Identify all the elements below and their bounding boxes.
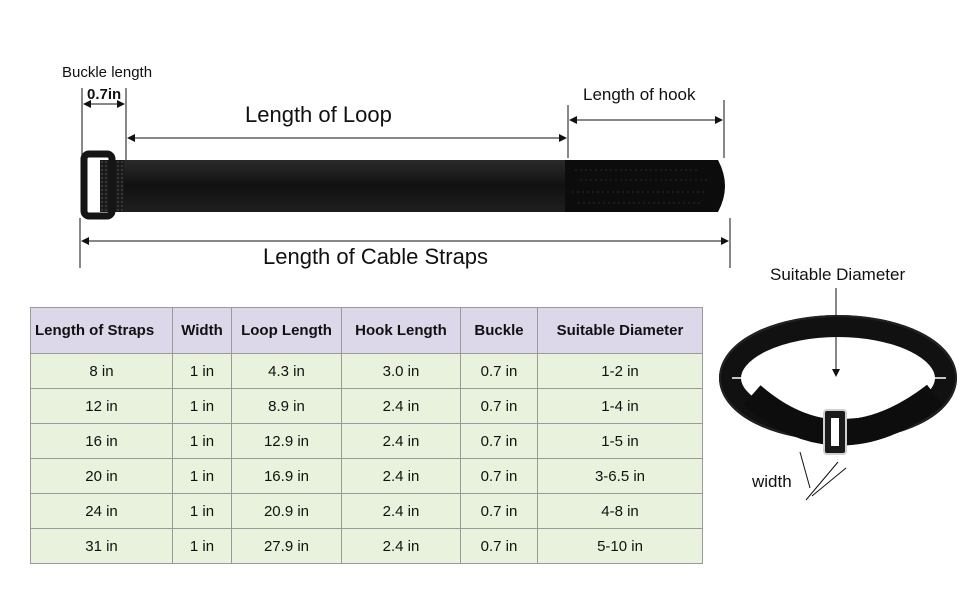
buckle-value-label: 0.7in [87, 86, 122, 103]
table-cell: 2.4 in [342, 424, 461, 459]
table-cell: 16.9 in [232, 459, 342, 494]
header-loop-length: Loop Length [232, 308, 342, 354]
spec-table [30, 307, 703, 564]
table-row [31, 354, 703, 389]
table-cell: 20 in [31, 459, 173, 494]
width-pointer-3 [800, 452, 810, 488]
table-cell: 1 in [173, 424, 232, 459]
table-cell: 0.7 in [461, 529, 538, 564]
table-cell: 1-4 in [538, 389, 703, 424]
table-cell: 12.9 in [232, 424, 342, 459]
table-cell: 1 in [173, 494, 232, 529]
length-of-cable-straps-label: Length of Cable Straps [263, 244, 489, 269]
table-cell: 0.7 in [461, 494, 538, 529]
table-cell: 24 in [31, 494, 173, 529]
length-of-loop-label: Length of Loop [245, 102, 392, 127]
header-width: Width [173, 308, 232, 354]
table-cell: 0.7 in [461, 424, 538, 459]
table-cell: 3.0 in [342, 354, 461, 389]
table-cell: 1 in [173, 529, 232, 564]
table-cell: 1-5 in [538, 424, 703, 459]
table-cell: 3-6.5 in [538, 459, 703, 494]
table-cell: 4.3 in [232, 354, 342, 389]
table-cell: 31 in [31, 529, 173, 564]
table-cell: 8 in [31, 354, 173, 389]
table-header-row [31, 308, 703, 354]
table-row [31, 494, 703, 529]
table-cell: 5-10 in [538, 529, 703, 564]
table-cell: 2.4 in [342, 529, 461, 564]
table-cell: 12 in [31, 389, 173, 424]
header-suitable-diameter: Suitable Diameter [538, 308, 703, 354]
strap-hook-section [565, 160, 725, 212]
table-cell: 2.4 in [342, 389, 461, 424]
table-row [31, 424, 703, 459]
table-cell: 0.7 in [461, 354, 538, 389]
table-cell: 1-2 in [538, 354, 703, 389]
suitable-diameter-label: Suitable Diameter [770, 265, 906, 284]
table-cell: 2.4 in [342, 459, 461, 494]
header-length-of-straps: Length of Straps [31, 308, 173, 354]
table-row [31, 459, 703, 494]
table-cell: 27.9 in [232, 529, 342, 564]
table-cell: 0.7 in [461, 459, 538, 494]
table-row [31, 529, 703, 564]
strap-loop-image [720, 316, 956, 454]
table-cell: 0.7 in [461, 389, 538, 424]
width-pointer-1 [806, 462, 838, 500]
buckle-length-label: Buckle length [62, 64, 153, 81]
length-of-hook-label: Length of hook [583, 85, 696, 104]
table-cell: 1 in [173, 389, 232, 424]
table-row [31, 389, 703, 424]
width-label: width [752, 472, 792, 491]
header-hook-length: Hook Length [342, 308, 461, 354]
table-cell: 2.4 in [342, 494, 461, 529]
strap-loop-section [120, 160, 570, 212]
table-cell: 8.9 in [232, 389, 342, 424]
table-cell: 20.9 in [232, 494, 342, 529]
table-cell: 16 in [31, 424, 173, 459]
table-cell: 4-8 in [538, 494, 703, 529]
header-buckle: Buckle [461, 308, 538, 354]
table-cell: 1 in [173, 354, 232, 389]
table-cell: 1 in [173, 459, 232, 494]
